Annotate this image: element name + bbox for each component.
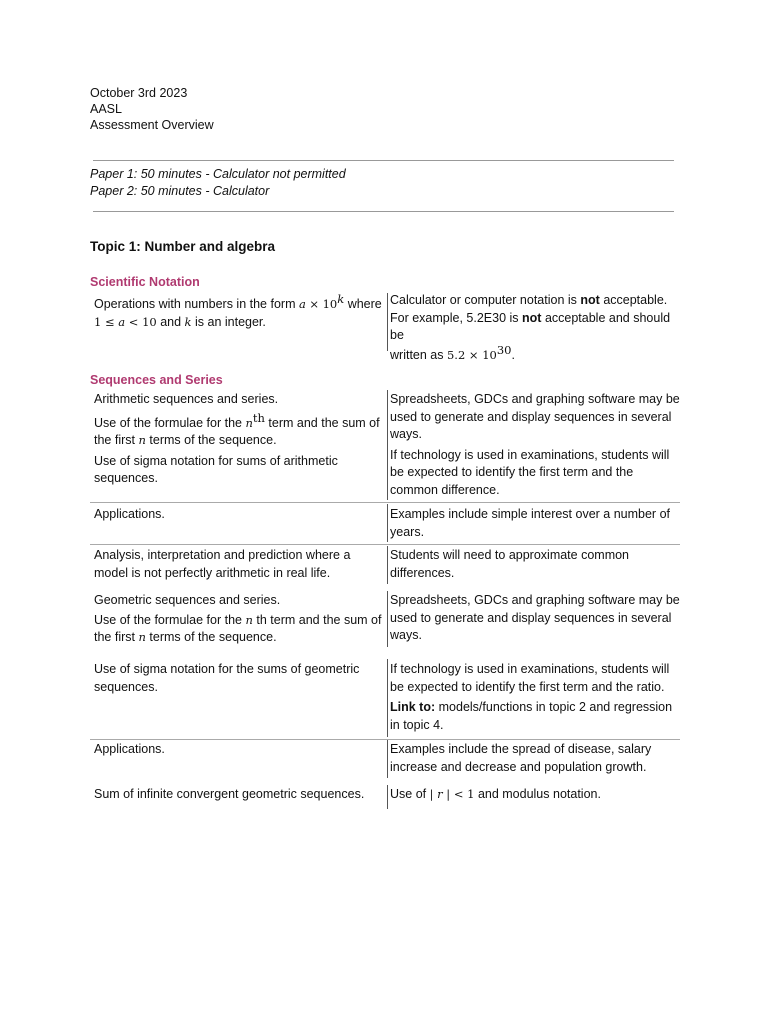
row2-left-cell: Applications. <box>94 507 165 521</box>
row3-divider <box>387 546 388 584</box>
row5-rule <box>90 739 680 740</box>
sci-left-cell: Operations with numbers in the form $a \times 10^k$ where 1 ≤ a < 10 and k is an integer. <box>94 291 382 329</box>
sci-divider <box>387 293 388 351</box>
row7-left-cell: Sum of infinite convergent geometric sequences. <box>94 787 365 801</box>
row2-rule <box>90 544 680 545</box>
row6-right-cell: Examples include the spread of disease, salary increase and decrease and population growth. <box>390 742 652 774</box>
row5-left-cell: Use of sigma notation for the sums of geometric sequences. <box>94 662 360 694</box>
header-title: Assessment Overview <box>90 118 214 132</box>
row3-right-cell: Students will need to approximate common differences. <box>390 548 630 580</box>
row5-right-cell: If technology is used in examinations, students will be expected to identify the first term and the ratio. Link to: models/functions in topic 2 and regression in topic 4. <box>390 662 673 732</box>
divider-bottom <box>93 211 674 212</box>
row2-divider <box>387 504 388 542</box>
row7-divider <box>387 785 388 809</box>
row6-left-cell: Applications. <box>94 742 165 756</box>
divider-top <box>93 160 674 161</box>
row3-left-cell: Analysis, interpretation and prediction where a model is not perfectly arithmetic in real life. <box>94 548 351 580</box>
row7-right-cell: Use of | r | < 1 and modulus notation. <box>390 787 601 801</box>
row1-right-cell: Spreadsheets, GDCs and graphing software may be used to generate and display sequences in several ways. If technology is used in examinations, students will be expected to identify the first term and the common difference. <box>390 392 680 497</box>
row1-divider <box>387 390 388 500</box>
row6-divider <box>387 740 388 778</box>
paper-2-info: Paper 2: 50 minutes - Calculator <box>90 184 270 198</box>
topic-heading: Topic 1: Number and algebra <box>90 239 276 254</box>
row4-divider <box>387 591 388 647</box>
section-sequences-series: Sequences and Series <box>90 373 223 387</box>
paper-1-info: Paper 1: 50 minutes - Calculator not permitted <box>90 167 346 181</box>
row4-left-cell: Geometric sequences and series. Use of the formulae for the n th term and the sum of the first n terms of the sequence. <box>94 593 382 644</box>
row5-divider <box>387 659 388 737</box>
row1-rule <box>90 502 680 503</box>
row4-right-cell: Spreadsheets, GDCs and graphing software may be used to generate and display sequences in several ways. <box>390 593 680 642</box>
row1-left-cell: Arithmetic sequences and series. Use of the formulae for the $n^{th}$ term and the sum of the first n terms of the sequence. Use of sigma notation for sums of arithmetic sequences. <box>94 392 380 485</box>
section-scientific-notation: Scientific Notation <box>90 275 200 289</box>
row2-right-cell: Examples include simple interest over a number of years. <box>390 507 670 539</box>
header-course: AASL <box>90 102 122 116</box>
sci-right-cell: Calculator or computer notation is not acceptable. For example, 5.2E30 is not acceptable and should be written as $5.2 \times 10^{30}$. <box>390 293 671 362</box>
header-date: October 3rd 2023 <box>90 86 188 100</box>
